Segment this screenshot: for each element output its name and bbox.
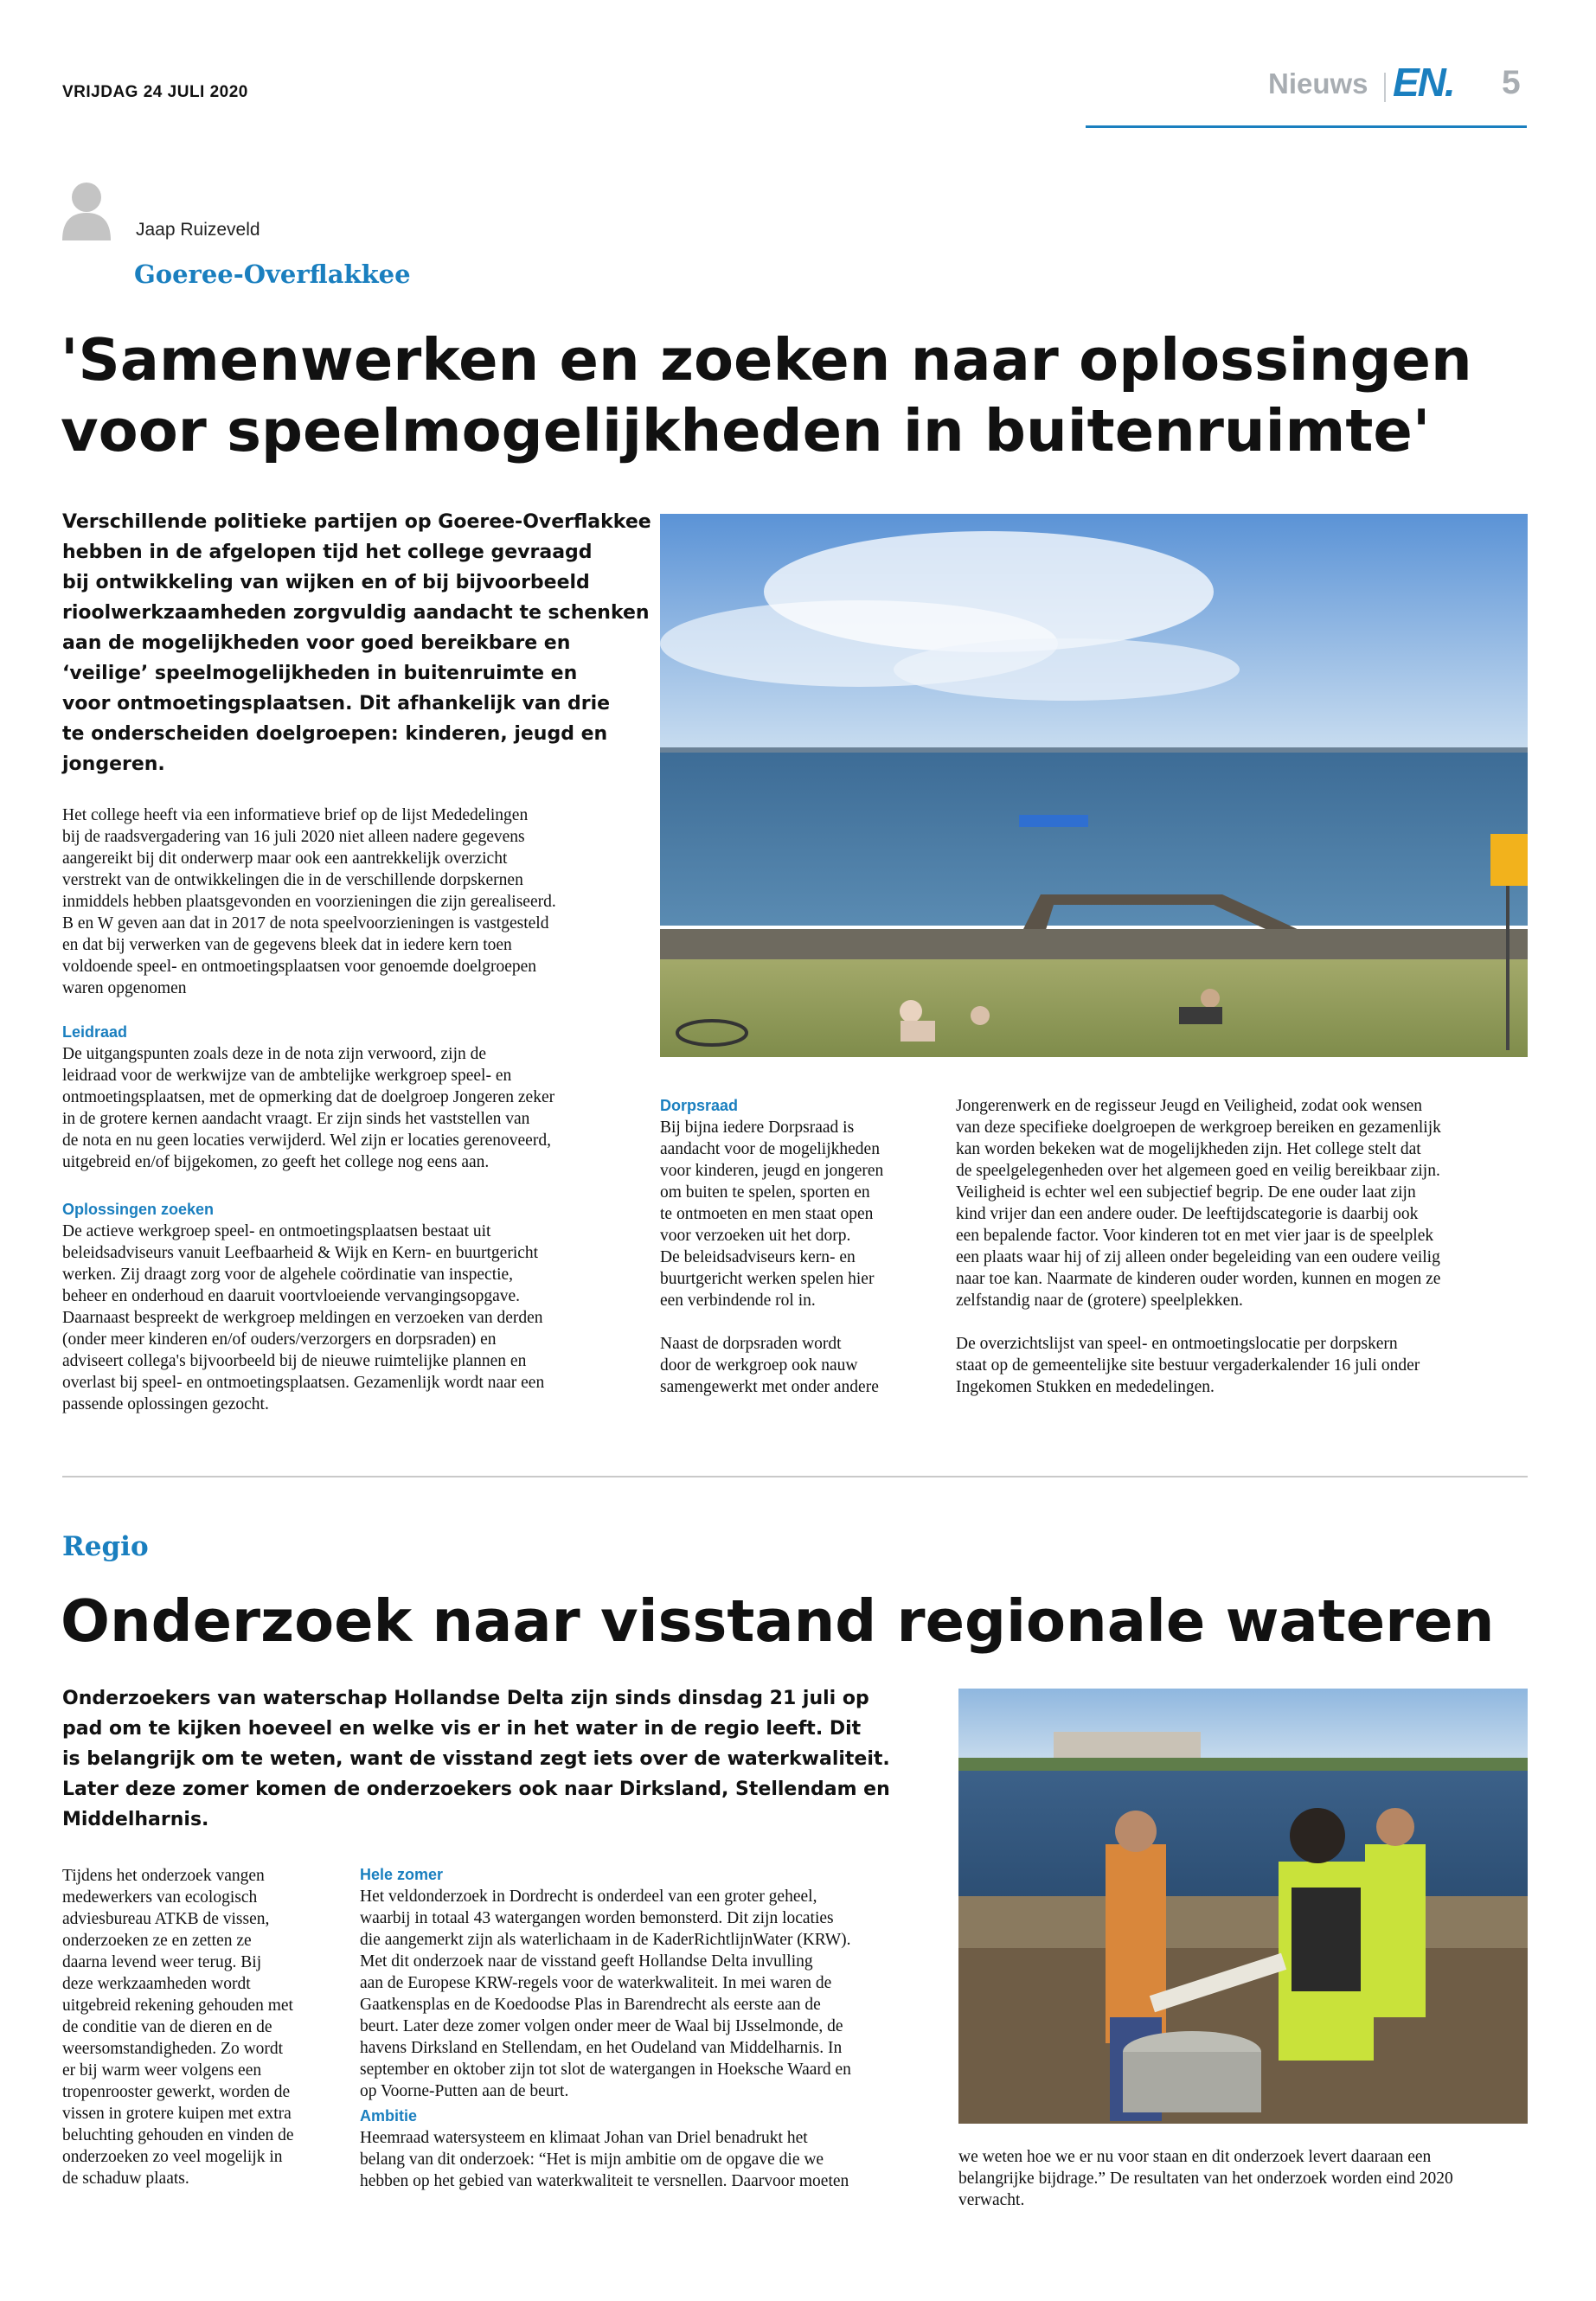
body-line: tropenrooster gewerkt, worden de (62, 2083, 291, 2101)
body-line: overlast bij speel- en ontmoetingsplaatsen. Gezamenlijk wordt naar een (62, 1374, 545, 1392)
body-line: passende oplossingen gezocht. (62, 1395, 269, 1413)
body-line: aandacht voor de mogelijkheden (660, 1140, 880, 1158)
lead-line: rioolwerkzaamheden zorgvuldig aandacht te schenken (62, 602, 650, 624)
paragraph-gap (956, 1311, 1527, 1333)
body-line: adviseert collega's bijvoorbeeld bij de nieuwe ruimtelijke plannen en (62, 1352, 527, 1370)
body-line: Het veldonderzoek in Dordrecht is onderdeel van een groter geheel, (360, 1888, 817, 1906)
publication-logo[interactable]: EN. (1393, 60, 1454, 105)
body-line: deze werkzaamheden wordt (62, 1975, 251, 1993)
body-line: De actieve werkgroep speel- en ontmoetingsplaatsen bestaat uit (62, 1222, 491, 1240)
body-line: belangrijke bijdrage.” De resultaten van het onderzoek worden eind 2020 (958, 2170, 1453, 2188)
body-line: leidraad voor de werkwijze van de ambtelijke werkgroep speel- en (62, 1067, 512, 1085)
article2-col1 (62, 1865, 339, 2189)
article1-kicker[interactable]: Goeree-Overflakkee (134, 260, 411, 289)
body-line: (onder meer kinderen en/of ouders/verzorgers en dorpsraden) en (62, 1330, 497, 1349)
body-line: verwacht. (958, 2191, 1025, 2209)
body-line: uitgebreid en/of bijgekomen, zo geeft het college nog eens aan. (62, 1153, 490, 1171)
body-line: een bepalende factor. Voor kinderen tot en met vier jaar is de speelplek (956, 1227, 1434, 1245)
body-line: samengewerkt met onder andere (660, 1378, 879, 1396)
body-line: beurt. Later deze zomer volgen onder meer de Waal bij IJsselmonde, de (360, 2017, 843, 2035)
article1-col3 (956, 1095, 1527, 1398)
body-line: om buiten te spelen, sporten en (660, 1183, 870, 1202)
lead-line: bij ontwikkeling van wijken en of bij bijvoorbeeld (62, 572, 590, 593)
body-line: kind vrijer dan een andere ouder. De leeftijdscategorie is daarbij ook (956, 1205, 1419, 1223)
article1-intro (62, 804, 659, 999)
body-line: onderzoeken ze en zetten ze (62, 1932, 252, 1950)
article2-col3 (958, 2146, 1529, 2211)
lead-line: Later deze zomer komen de onderzoekers ook naar Dirksland, Stellendam en (62, 1779, 890, 1800)
body-line: De overzichtslijst van speel- en ontmoetingslocatie per dorpskern (956, 1335, 1398, 1353)
lead-line: ‘veilige’ speelmogelijkheden in buitenruimte en (62, 663, 578, 684)
article2-kicker[interactable]: Regio (62, 1531, 149, 1562)
ambitie-section (360, 2106, 957, 2192)
body-line: op Voorne-Putten aan de beurt. (360, 2082, 569, 2100)
body-line: uitgebreid rekening gehouden met (62, 1997, 293, 2015)
section-label[interactable]: Nieuws (1268, 67, 1368, 99)
lead-line: Onderzoekers van waterschap Hollandse Delta zijn sinds dinsdag 21 juli op (62, 1688, 869, 1709)
body-line: werken. Zij draagt zorg voor de algehele coördinatie van inspectie, (62, 1266, 514, 1284)
body-line: zelfstandig naar de (grotere) speelplekken. (956, 1292, 1243, 1310)
body-line: de schaduw plaats. (62, 2170, 189, 2188)
body-line: weersomstandigheden. Zo wordt (62, 2040, 284, 2058)
body-line: voor kinderen, jeugd en jongeren (660, 1162, 884, 1180)
author-name: Jaap Ruizeveld (136, 220, 260, 240)
lead-line: aan de mogelijkheden voor goed bereikbare en (62, 632, 571, 654)
article1-headline (61, 324, 1472, 466)
body-line: de speelgelegenheden over het algemeen goed en veilig bereikbaar zijn. (956, 1162, 1440, 1180)
body-line: beluchting gehouden en vinden de (62, 2126, 294, 2144)
body-line: naar toe kan. Naarmate de kinderen ouder worden, kunnen en mogen ze (956, 1270, 1441, 1288)
body-line: kan worden bekeken wat de mogelijkheden zijn. Het college stelt dat (956, 1140, 1421, 1158)
body-line: medewerkers van ecologisch (62, 1888, 258, 1907)
dorpsraad-subhead: Dorpsraad (660, 1097, 739, 1114)
body-line: voor verzoeken uit het dorp. (660, 1227, 851, 1245)
body-line: er bij warm weer volgens een (62, 2061, 262, 2080)
lead-line: Middelharnis. (62, 1809, 209, 1830)
article2-lead (62, 1683, 927, 1835)
body-line: Veiligheid is echter wel een subjectief begrip. De ene ouder laat zijn (956, 1183, 1416, 1202)
dorpsraad-section (660, 1095, 945, 1398)
body-line: Jongerenwerk en de regisseur Jeugd en Veiligheid, zodat ook wensen (956, 1097, 1422, 1115)
body-line: De beleidsadviseurs kern- en (660, 1248, 856, 1266)
leidraad-subhead: Leidraad (62, 1023, 128, 1041)
body-line: belang van dit onderzoek: “Het is mijn ambitie om de opgave die we (360, 2150, 824, 2169)
body-line: De uitgangspunten zoals deze in de nota zijn verwoord, zijn de (62, 1045, 487, 1063)
body-line: en dat bij verwerken van de gegevens bleek dat in iedere kern toen (62, 936, 512, 954)
body-line: de conditie van de dieren en de (62, 2018, 272, 2036)
article2-headline: Onderzoek naar visstand regionale wateren (61, 1587, 1495, 1655)
body-line: daarna levend weer terug. Bij (62, 1953, 262, 1971)
body-line: een verbindende rol in. (660, 1292, 816, 1310)
headline-line-1: 'Samenwerken en zoeken naar oplossingen (61, 326, 1472, 394)
body-line: staat op de gemeentelijke site bestuur vergaderkalender 16 juli onder (956, 1356, 1420, 1375)
body-line: de nota en nu geen locaties verwijderd. Wel zijn er locaties gerenoveerd, (62, 1131, 551, 1150)
body-line: door de werkgroep ook nauw (660, 1356, 858, 1375)
body-line: inmiddels hebben plaatsgevonden en voorzieningen die zijn gerealiseerd. (62, 893, 556, 911)
researchers-photo (958, 1689, 1528, 2124)
page-number: 5 (1502, 64, 1521, 101)
body-line: hebben op het gebied van waterkwaliteit te versnellen. Daarvoor moeten (360, 2172, 849, 2190)
body-line: beleidsadviseurs vanuit Leefbaarheid & Wijk en Kern- en buurtgericht (62, 1244, 539, 1262)
leidraad-section (62, 1022, 659, 1173)
body-line: adviesbureau ATKB de vissen, (62, 1910, 270, 1928)
header-rule (1086, 125, 1527, 128)
body-line: havens Dirksland en Stellendam, en het Oudeland van Middelharnis. In (360, 2039, 843, 2057)
oplossingen-subhead: Oplossingen zoeken (62, 1201, 215, 1218)
body-line: waren opgenomen (62, 979, 187, 997)
ambitie-subhead: Ambitie (360, 2107, 418, 2125)
body-line: september en oktober zijn tot slot de watergangen in Hoeksche Waard en (360, 2061, 851, 2079)
header-separator (1384, 73, 1386, 102)
lead-line: te onderscheiden doelgroepen: kinderen, jeugd en (62, 723, 608, 745)
body-line: aan de Europese KRW-regels voor de waterkwaliteit. In mei waren de (360, 1974, 832, 1992)
body-line: buurtgericht werken spelen hier (660, 1270, 875, 1288)
body-line: voldoende speel- en ontmoetingsplaatsen voor genoemde doelgroepen (62, 958, 536, 976)
lead-line: voor ontmoetingsplaatsen. Dit afhankelijk van drie (62, 693, 611, 715)
body-line: Naast de dorpsraden wordt (660, 1335, 842, 1353)
headline-line-2: voor speelmogelijkheden in buitenruimte' (61, 397, 1431, 465)
body-line: Gaatkensplas en de Koedoodse Plas in Barendrecht als eerste aan de (360, 1996, 821, 2014)
body-line: Het college heeft via een informatieve brief op de lijst Mededelingen (62, 806, 529, 824)
beach-lake-photo (660, 514, 1528, 1057)
article-divider (62, 1476, 1528, 1477)
body-line: Tijdens het onderzoek vangen (62, 1867, 265, 1885)
body-line: we weten hoe we er nu voor staan en dit onderzoek levert daaraan een (958, 2148, 1432, 2166)
body-line: beheer en onderhoud en daaruit voortvloeiende vervangingsopgave. (62, 1287, 521, 1305)
lead-line: pad om te kijken hoeveel en welke vis er in het water in de regio leeft. Dit (62, 1718, 862, 1740)
body-line: ontmoetingsplaatsen, met de opmerking dat de doelgroep Jongeren zeker (62, 1088, 555, 1106)
body-line: Heemraad watersysteem en klimaat Johan van Driel benadrukt het (360, 2129, 808, 2147)
body-line: bij de raadsvergadering van 16 juli 2020 niet alleen nadere gegevens (62, 828, 525, 846)
body-line: Daarnaast bespreekt de werkgroep meldingen en verzoeken van derden (62, 1309, 543, 1327)
body-line: verstrekt van de ontwikkelingen die in de verschillende dorpskernen (62, 871, 523, 889)
paragraph-gap (660, 1311, 945, 1333)
oplossingen-section (62, 1199, 659, 1415)
body-line: een plaats waar hij of zij alleen onder begeleiding van een oudere veilig (956, 1248, 1440, 1266)
hele-zomer-section (360, 1864, 957, 2102)
lead-line: jongeren. (62, 753, 165, 775)
author-avatar-icon (61, 180, 112, 240)
article1-lead (62, 507, 651, 779)
lead-line: is belangrijk om te weten, want de visstand zegt iets over de waterkwaliteit. (62, 1748, 890, 1770)
body-line: onderzoeken zo veel mogelijk in (62, 2148, 283, 2166)
body-line: vissen in grotere kuipen met extra (62, 2105, 292, 2123)
body-line: in de grotere kernen aandacht vraagt. Er zijn sinds het vaststellen van (62, 1110, 530, 1128)
body-line: te ontmoeten en men staat open (660, 1205, 874, 1223)
body-line: waarbij in totaal 43 watergangen worden bemonsterd. Dit zijn locaties (360, 1909, 834, 1927)
lead-line: Verschillende politieke partijen op Goeree-Overflakkee (62, 511, 651, 533)
body-line: Ingekomen Stukken en mededelingen. (956, 1378, 1215, 1396)
lead-line: hebben in de afgelopen tijd het college gevraagd (62, 542, 593, 563)
body-line: Bij bijna iedere Dorpsraad is (660, 1118, 855, 1137)
body-line: Met dit onderzoek naar de visstand geeft Hollandse Delta invulling (360, 1952, 813, 1971)
body-line: die aangemerkt zijn als waterlichaam in de KaderRichtlijnWater (KRW). (360, 1931, 851, 1949)
body-line: aangereikt bij dit onderwerp maar ook een aantrekkelijk overzicht (62, 849, 508, 868)
hele-zomer-subhead: Hele zomer (360, 1866, 444, 1883)
body-line: van deze specifieke doelgroepen de werkgroep bereiken en gezamenlijk (956, 1118, 1441, 1137)
issue-date: VRIJDAG 24 JULI 2020 (62, 83, 248, 101)
body-line: B en W geven aan dat in 2017 de nota speelvoorzieningen is vastgesteld (62, 914, 549, 933)
